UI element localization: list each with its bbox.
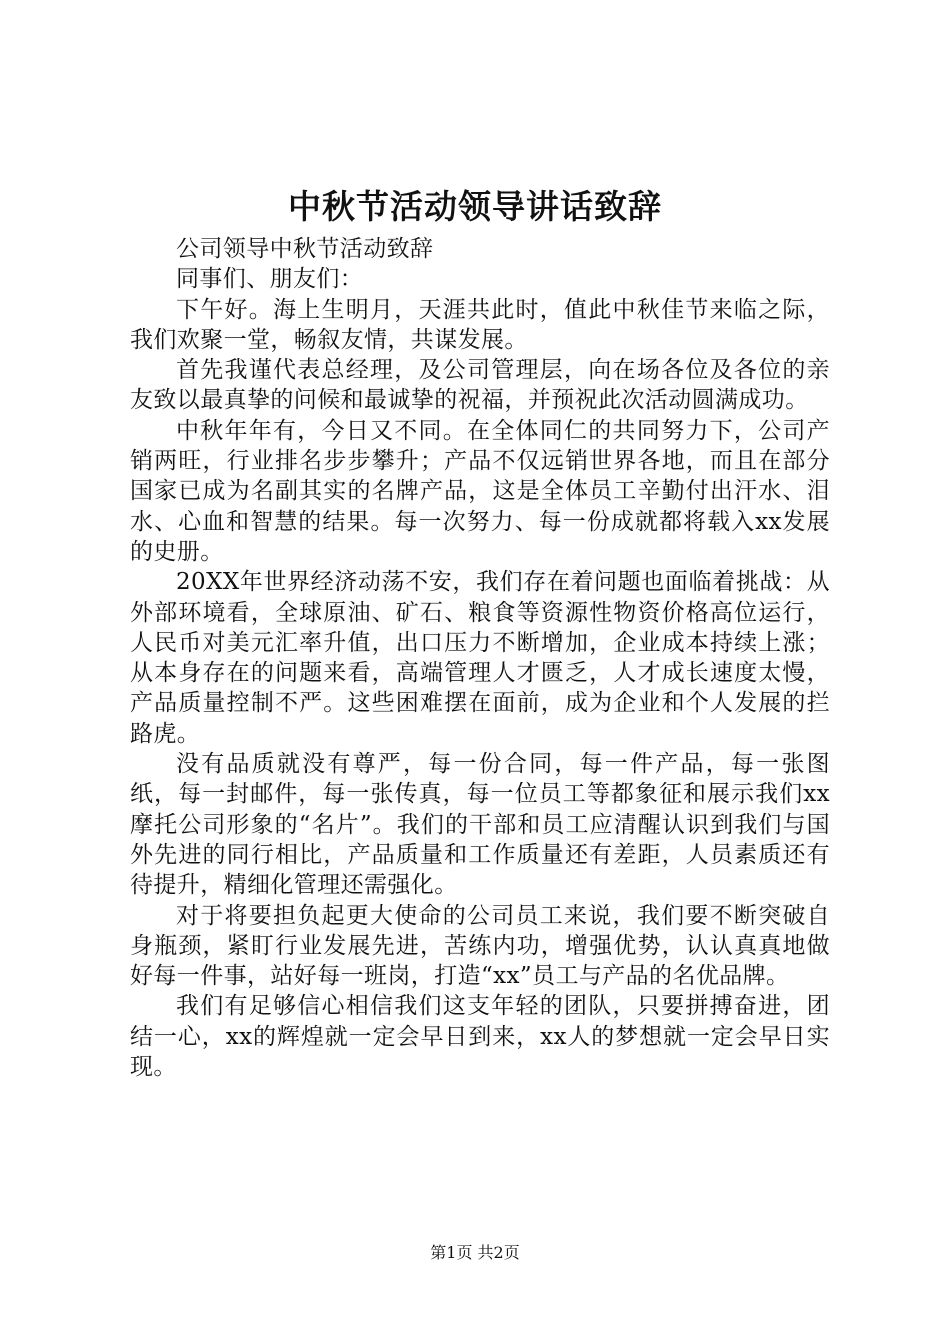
paragraph-closing: 我们有足够信心相信我们这支年轻的团队，只要拼搏奋进，团结一心，xx的辉煌就一定会早日到来，xx人的梦想就一定会早日实现。 — [130, 993, 830, 1081]
paragraph-subtitle: 公司领导中秋节活动致辞 — [176, 236, 434, 262]
paragraph-challenges: 20XX年世界经济动荡不安，我们存在着问题也面临着挑战：从外部环境看，全球原油、矿石、粮食等资源性物资价格高位运行，人民币对美元汇率升值，出口压力不断增加，企业成本持续上涨；从本身存在的问题来看，高端管理人才匮乏，人才成长速度太慢，产品质量控制不严。这些困难摆在面前，成为企业和个人发展的拦路虎。 — [130, 569, 830, 747]
paragraph-quality: 没有品质就没有尊严，每一份合同，每一件产品，每一张图纸，每一封邮件，每一张传真，每一位员工等都象征和展示我们xx摩托公司形象的“名片”。我们的干部和员工应清醒认识到我们与国外先进的同行相比，产品质量和工作质量还有差距，人员素质还有待提升，精细化管理还需强化。 — [130, 751, 830, 899]
paragraph-mission: 对于将要担负起更大使命的公司员工来说，我们要不断突破自身瓶颈，紧盯行业发展先进，苦练内功，增强优势，认认真真地做好每一件事，站好每一班岗，打造“xx”员工与产品的名优品牌。 — [130, 902, 830, 990]
paragraph-representation: 首先我谨代表总经理，及公司管理层，向在场各位及各位的亲友致以最真挚的问候和最诚挚的祝福，并预祝此次活动圆满成功。 — [130, 357, 830, 414]
paragraph-salutation: 同事们、朋友们： — [176, 266, 364, 293]
paragraph-achievements: 中秋年年有，今日又不同。在全体同仁的共同努力下，公司产销两旺，行业排名步步攀升；产品不仅远销世界各地，而且在部分国家已成为名副其实的名牌产品，这是全体员工辛勤付出汗水、泪水、心血和智慧的结果。每一次努力、每一份成就都将载入xx发展的史册。 — [130, 417, 830, 565]
page-footer: 第1页 共2页 — [430, 1243, 520, 1262]
paragraph-greeting: 下午好。海上生明月，天涯共此时，值此中秋佳节来临之际，我们欢聚一堂，畅叙友情，共谋发展。 — [130, 296, 830, 353]
document-body — [130, 234, 830, 1082]
document-title: 中秋节活动领导讲话致辞 — [288, 187, 662, 226]
